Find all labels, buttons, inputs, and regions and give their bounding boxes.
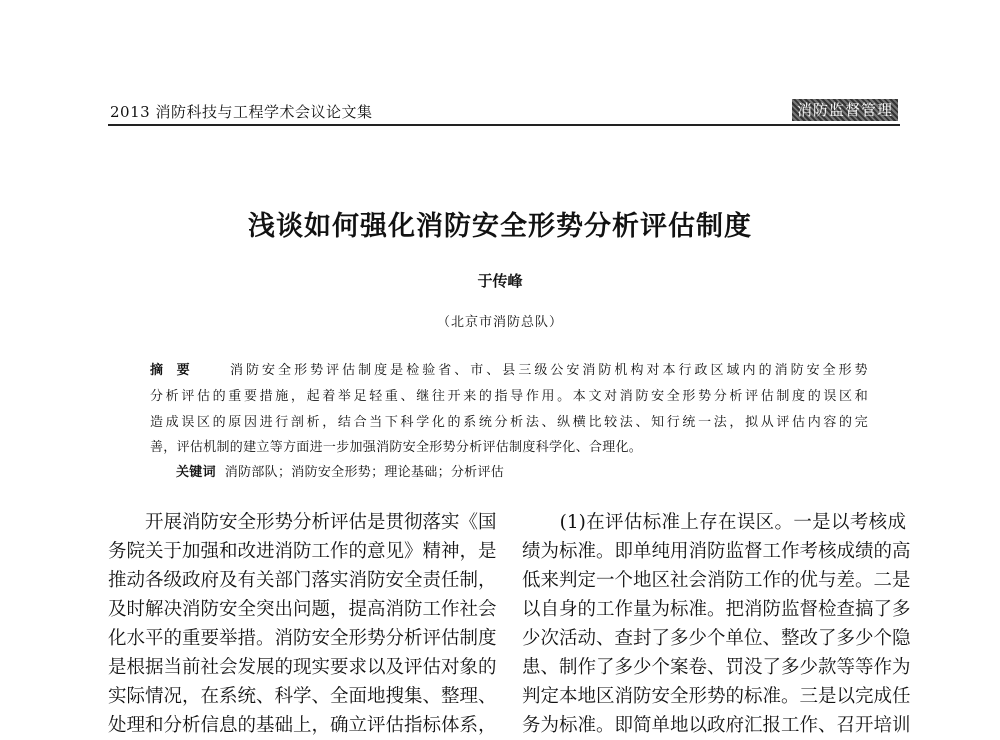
body-right-column xyxy=(522,508,911,740)
body-line: 以自身的工作量为标准。把消防监督检查搞了多 xyxy=(522,599,911,620)
abstract-label: 摘 要 xyxy=(150,363,190,378)
header-rule xyxy=(108,124,900,126)
author: 于传峰 xyxy=(477,272,523,290)
running-header: 2013 消防科技与工程学术会议论文集 xyxy=(110,103,373,121)
abstract-line-1: 消防安全形势评估制度是检验省、市、县三级公安消防机构对本行政区域内的消防安全形势 xyxy=(230,363,868,378)
body-line: 开展消防安全形势分析评估是贯彻落实《国 xyxy=(108,512,497,533)
body-line: 患、制作了多少个案卷、罚没了多少款等等作为 xyxy=(522,657,911,678)
affiliation: （北京市消防总队） xyxy=(436,315,563,330)
keywords-text: 消防部队；消防安全形势；理论基础；分析评估 xyxy=(224,465,505,480)
body-line: 化水平的重要举措。消防安全形势分析评估制度 xyxy=(108,628,497,649)
body-line: 处理和分析信息的基础上，确立评估指标体系， xyxy=(108,715,497,736)
body-line: 判定本地区消防安全形势的标准。三是以完成任 xyxy=(522,686,911,707)
abstract-line-4: 善，评估机制的建立等方面进一步加强消防安全形势分析评估制度科学化、合理化。 xyxy=(150,440,643,455)
body-line: 及时解决消防安全突出问题，提高消防工作社会 xyxy=(108,599,497,620)
keywords-label: 关键词 xyxy=(176,465,216,480)
keywords xyxy=(176,461,894,480)
body-line: 实际情况，在系统、科学、全面地搜集、整理、 xyxy=(108,686,497,707)
paper-title: 浅谈如何强化消防安全形势分析评估制度 xyxy=(248,211,752,242)
abstract-line-3: 造成误区的原因进行剖析，结合当下科学化的系统分析法、纵横比较法、知行统一法，拟从评估内容的完 xyxy=(150,415,868,430)
body-line: 推动各级政府及有关部门落实消防安全责任制， xyxy=(108,570,497,591)
section-badge: 消防监督管理 xyxy=(792,99,898,121)
abstract-line-2: 分析评估的重要措施，起着举足轻重、继往开来的指导作用。本文对消防安全形势分析评估制度的误区和 xyxy=(150,389,868,404)
body-line: 绩为标准。即单纯用消防监督工作考核成绩的高 xyxy=(522,541,911,562)
body-line: 务院关于加强和改进消防工作的意见》精神，是 xyxy=(108,541,497,562)
body-left-column xyxy=(108,508,497,740)
body-line: 低来判定一个地区社会消防工作的优与差。二是 xyxy=(522,570,911,591)
body-line: 务为标准。即简单地以政府汇报工作、召开培训 xyxy=(522,715,911,736)
body-line: 是根据当前社会发展的现实要求以及评估对象的 xyxy=(108,657,497,678)
body-line: (1)在评估标准上存在误区。一是以考核成 xyxy=(522,512,906,533)
body-line: 少次活动、查封了多少个单位、整改了多少个隐 xyxy=(522,628,911,649)
